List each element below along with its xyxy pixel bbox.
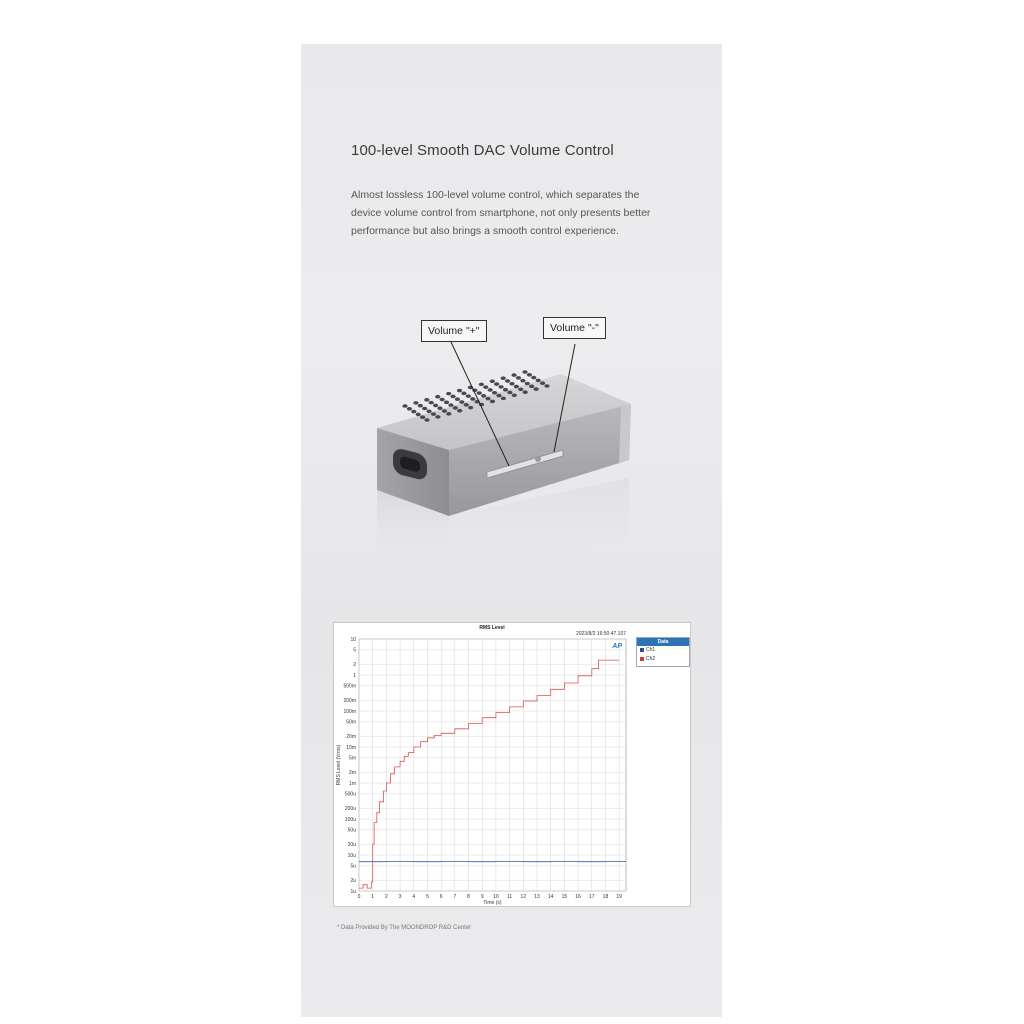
y-tick-label: 100m (343, 708, 356, 715)
x-tick-label: 12 (520, 894, 527, 900)
x-tick-label: 8 (467, 894, 470, 900)
y-tick-label: 10m (346, 744, 356, 751)
y-tick-label: 2m (349, 769, 356, 776)
volume-up-callout: Volume "+" (421, 320, 487, 342)
x-tick-label: 18 (602, 894, 609, 900)
y-tick-label: 20m (346, 733, 356, 740)
legend-item-ch2[interactable] (637, 655, 689, 664)
x-tick-label: 3 (398, 894, 402, 900)
y-tick-label: 10u (347, 852, 356, 859)
y-tick-label: 200u (344, 805, 356, 812)
y-tick-label: 1u (350, 888, 356, 895)
x-tick-label: 17 (588, 894, 595, 900)
y-tick-label: 100u (344, 816, 356, 823)
x-tick-label: 13 (534, 894, 540, 900)
x-tick-label: 11 (507, 894, 513, 900)
y-tick-label: 10 (350, 636, 356, 643)
x-tick-label: 4 (412, 894, 416, 900)
legend-item-ch1[interactable] (637, 646, 689, 655)
x-tick-label: 2 (384, 894, 388, 900)
legend-title: Data (637, 638, 689, 646)
chart-timestamp: 2023/8/2 16:50:47.107 (575, 631, 626, 637)
page-title: 100-level Smooth DAC Volume Control (351, 142, 614, 159)
x-tick-label: 5 (426, 894, 429, 900)
x-tick-label: 7 (453, 894, 457, 900)
y-tick-label: 2 (353, 661, 356, 668)
legend-swatch-ch1 (640, 648, 644, 652)
chart-legend (636, 637, 690, 667)
y-tick-label: 50u (347, 827, 356, 834)
x-axis-label: Time (s) (483, 900, 502, 906)
legend-label-ch2: Ch2 (646, 656, 656, 662)
y-tick-label: 2u (350, 877, 356, 884)
legend-swatch-ch2 (640, 657, 644, 661)
y-tick-label: 500m (343, 683, 356, 690)
x-tick-label: 10 (493, 894, 499, 900)
legend-label-ch1: Ch1 (646, 647, 656, 653)
y-tick-label: 20u (347, 841, 356, 848)
x-tick-label: 19 (616, 894, 622, 900)
dac-device-illustration (301, 300, 722, 600)
x-tick-label: 0 (357, 894, 361, 900)
x-tick-label: 1 (371, 894, 375, 900)
plot-area (359, 639, 626, 891)
x-tick-label: 6 (439, 894, 443, 900)
x-tick-label: 14 (547, 894, 554, 900)
volume-down-callout: Volume "-" (543, 317, 606, 339)
data-source-footnote: * Data Provided By The MOONDROP R&D Center (337, 925, 472, 931)
y-tick-label: 1 (353, 672, 356, 679)
y-tick-label: 500u (344, 791, 356, 798)
x-tick-label: 15 (561, 894, 568, 900)
y-tick-label: 200m (343, 697, 356, 704)
x-tick-label: 16 (575, 894, 581, 900)
y-tick-label: 5m (349, 755, 356, 762)
x-tick-label: 9 (480, 894, 484, 900)
y-tick-label: 5 (353, 647, 356, 654)
y-axis-label: RMS Level (Vrms) (336, 744, 342, 786)
y-tick-label: 50m (346, 719, 356, 726)
chart-title: RMS Level (479, 625, 505, 631)
y-tick-label: 1m (349, 780, 356, 787)
ap-logo-icon: AP (612, 643, 622, 650)
feature-description: Almost lossless 100-level volume control, which separates the device volume control from smartphone, not only presents better performance but also brings a smooth control experience. (351, 189, 651, 237)
y-tick-label: 5u (350, 863, 356, 870)
